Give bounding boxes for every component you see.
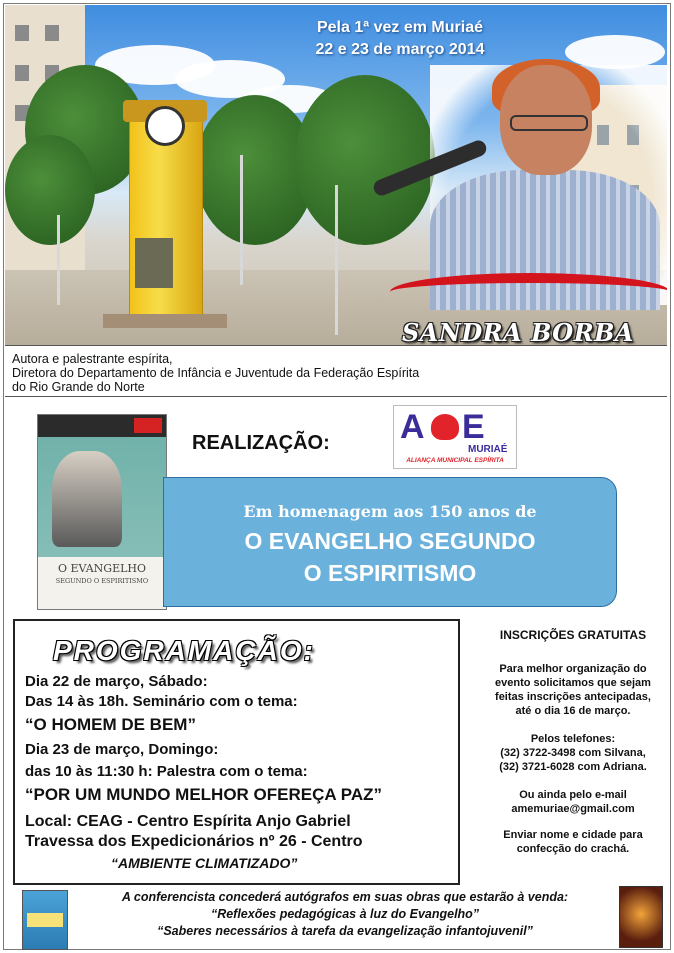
day1-time: Das 14 às 18h. Seminário com o tema: bbox=[25, 693, 298, 710]
author-portrait bbox=[52, 451, 122, 547]
event-address: Travessa dos Expedicionários nº 26 - Centro bbox=[25, 833, 363, 850]
tribute-line-2: O EVANGELHO SEGUNDO bbox=[244, 528, 536, 554]
phones-label: Pelos telefones: bbox=[530, 733, 616, 745]
bio-line-2: Diretora do Departamento de Infância e Juventude da Federação Espírita bbox=[12, 366, 420, 380]
clock-tower bbox=[123, 100, 207, 325]
tribute-line-3: O ESPIRITISMO bbox=[303, 560, 477, 586]
registration-text-3: feitas inscrições antecipadas, bbox=[495, 691, 651, 703]
headline-line-1: Pela 1ª vez em Muriaé bbox=[316, 19, 483, 36]
footer-line-2: “Reflexões pedagógicas à luz do Evangelho” bbox=[210, 907, 480, 921]
red-swoosh bbox=[390, 273, 667, 311]
tribute-banner bbox=[163, 477, 617, 607]
event-location: Local: CEAG - Centro Espírita Anjo Gabriel bbox=[25, 813, 351, 830]
registration-text-4: até o dia 16 de março. bbox=[515, 705, 631, 717]
heart-icon bbox=[431, 414, 459, 440]
registration-text-2: evento solicitamos que sejam bbox=[495, 677, 651, 689]
book-thumbnail-1 bbox=[22, 890, 68, 950]
email-address: amemuriae@gmail.com bbox=[511, 803, 635, 815]
day1-theme: “O HOMEM DE BEM” bbox=[25, 715, 196, 734]
tribute-line-1: Em homenagem aos 150 anos de bbox=[243, 502, 537, 521]
bio-line-3: do Rio Grande do Norte bbox=[12, 380, 145, 394]
badge-note-1: Enviar nome e cidade para bbox=[503, 829, 643, 841]
registration-text-1: Para melhor organização do bbox=[499, 663, 647, 675]
email-label: Ou ainda pelo e-mail bbox=[519, 789, 627, 801]
event-headline bbox=[255, 17, 545, 61]
realizacao-label: REALIZAÇÃO: bbox=[192, 432, 330, 454]
badge-note-2: confecção do crachá. bbox=[516, 843, 630, 855]
clock-icon bbox=[145, 106, 185, 146]
program-title: PROGRAMAÇÃO: bbox=[53, 635, 315, 666]
speaker-bio bbox=[5, 345, 667, 397]
day2-theme: “POR UM MUNDO MELHOR OFEREÇA PAZ” bbox=[25, 785, 382, 804]
registration-title: INSCRIÇÕES GRATUITAS bbox=[499, 628, 647, 642]
ame-logo: A E MURIAÉ ALIANÇA MUNICIPAL ESPÍRITA bbox=[393, 405, 517, 469]
footer-line-3: “Saberes necessários à tarefa da evangelização infantojuvenil” bbox=[157, 924, 533, 938]
ame-logo-city: MURIAÉ bbox=[468, 444, 508, 455]
publisher-badge bbox=[134, 418, 162, 433]
footer bbox=[5, 880, 667, 946]
book-thumbnail-2 bbox=[619, 886, 663, 948]
ame-logo-subtitle: ALIANÇA MUNICIPAL ESPÍRITA bbox=[406, 457, 504, 464]
headline-line-2: 22 e 23 de março 2014 bbox=[315, 41, 485, 58]
day2-date: Dia 23 de março, Domingo: bbox=[25, 741, 219, 758]
book-subtitle: SEGUNDO O ESPIRITISMO bbox=[55, 577, 149, 585]
book-title: O EVANGELHO bbox=[57, 562, 147, 575]
day1-date: Dia 22 de março, Sábado: bbox=[25, 673, 208, 690]
day2-time: das 10 às 11:30 h: Palestra com o tema: bbox=[25, 763, 308, 780]
book-cover bbox=[37, 414, 167, 610]
climatized-note: “AMBIENTE CLIMATIZADO” bbox=[111, 855, 298, 871]
footer-line-1: A conferencista concederá autógrafos em suas obras que estarão à venda: bbox=[121, 890, 569, 904]
speaker-portrait bbox=[430, 65, 667, 305]
phone-adriana: (32) 3721-6028 com Adriana. bbox=[499, 761, 647, 773]
speaker-name: SANDRA BORBA bbox=[401, 318, 635, 345]
header-photo bbox=[5, 5, 667, 345]
program-box bbox=[13, 619, 460, 885]
bio-line-1: Autora e palestrante espírita, bbox=[12, 352, 173, 366]
phone-silvana: (32) 3722-3498 com Silvana, bbox=[500, 747, 646, 759]
